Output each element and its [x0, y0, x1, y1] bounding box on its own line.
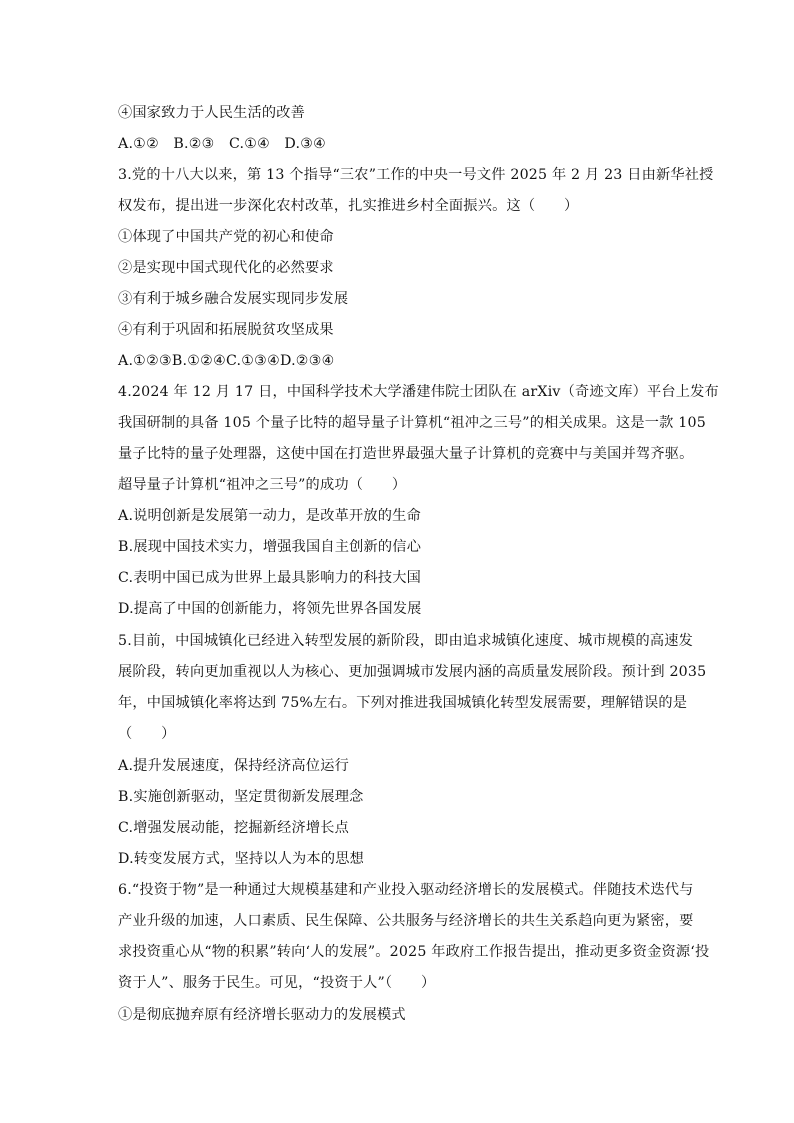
text-line: C.表明中国已成为世界上最具影响力的科技大国	[118, 570, 422, 586]
text-line: ①是彻底抛弃原有经济增长驱动力的发展模式	[118, 1007, 406, 1023]
text-line: B.展现中国技术实力，增强我国自主创新的信心	[118, 539, 422, 555]
text-line: 资于人”、服务于民生。可见，“投资于人”（ ）	[118, 975, 436, 991]
text-line: 求投资重心从“物的积累”转向‘人的发展”。2025 年政府工作报告提出，推动更多资金资源‘投	[118, 944, 710, 960]
text-line: ①体现了中国共产党的初心和使命	[118, 229, 334, 245]
text-line: ④国家致力于人民生活的改善	[118, 105, 306, 121]
text-line: 权发布，提出进一步深化农村改革，扎实推进乡村全面振兴。这（ ）	[118, 198, 579, 214]
text-line: 3.党的十八大以来，第 13 个指导“三农”工作的中央一号文件 2025 年 2 月 23 日由新华社授	[118, 167, 714, 183]
text-line: 量子比特的量子处理器，这使中国在打造世界最强大量子计算机的竞赛中与美国并驾齐驱。	[118, 446, 694, 462]
text-line: ④有利于巩固和拓展脱贫攻坚成果	[118, 322, 334, 338]
text-line: 6.“投资于物”是一种通过大规模基建和产业投入驱动经济增长的发展模式。伴随技术迭代与	[118, 882, 694, 898]
text-line: D.转变发展方式，坚持以人为本的思想	[118, 851, 364, 867]
text-line: 展阶段，转向更加重视以人为核心、更加强调城市发展内涵的高质量发展阶段。预计到 2035	[118, 664, 707, 680]
text-line: C.增强发展动能，挖掘新经济增长点	[118, 820, 350, 836]
text-line: A.①② B.②③ C.①④ D.③④	[118, 136, 327, 152]
text-line: 我国研制的具备 105 个量子比特的超导量子计算机“祖冲之三号”的相关成果。这是一款 105	[118, 415, 706, 431]
text-line: ②是实现中国式现代化的必然要求	[118, 260, 334, 276]
text-line: 5.目前，中国城镇化已经进入转型发展的新阶段，即由追求城镇化速度、城市规模的高速发	[118, 633, 694, 649]
text-line: A.说明创新是发展第一动力，是改革开放的生命	[118, 508, 421, 524]
text-line: A.提升发展速度，保持经济高位运行	[118, 758, 349, 774]
text-line: 年，中国城镇化率将达到 75%左右。下列对推进我国城镇化转型发展需要，理解错误的是	[118, 695, 688, 711]
text-line: 产业升级的加速，人口素质、民生保障、公共服务与经济增长的共生关系趋向更为紧密，要	[118, 913, 694, 929]
text-line: 超导量子计算机“祖冲之三号”的成功（ ）	[118, 477, 407, 493]
text-line: （ ）	[118, 726, 176, 742]
text-line: B.实施创新驱动，坚定贯彻新发展理念	[118, 789, 364, 805]
text-line: 4.2024 年 12 月 17 日，中国科学技术大学潘建伟院士团队在 arXiv（奇迹文库）平台上发布	[118, 384, 719, 400]
text-line: D.提高了中国的创新能力，将领先世界各国发展	[118, 601, 422, 617]
text-line: ③有利于城乡融合发展实现同步发展	[118, 291, 349, 307]
text-line: A.①②③B.①②④C.①③④D.②③④	[118, 353, 335, 369]
